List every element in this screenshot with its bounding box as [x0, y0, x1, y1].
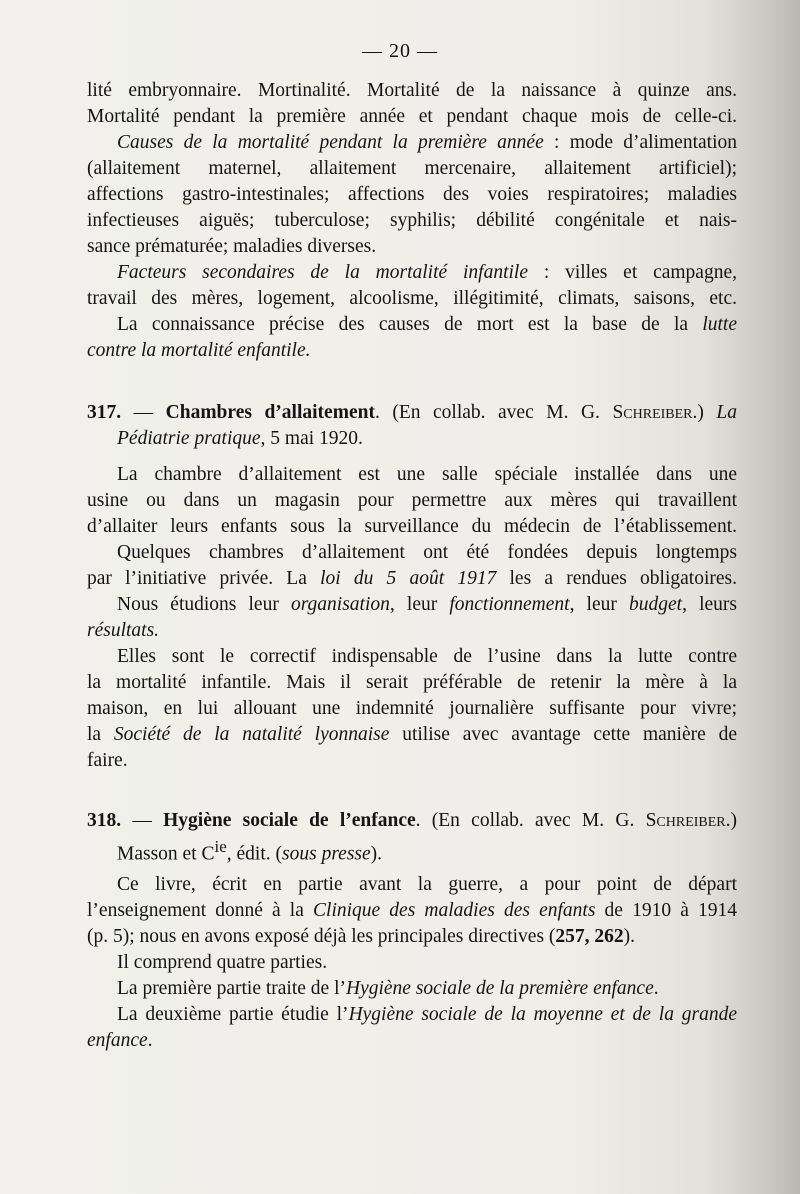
text-line: Causes de la mortalité pendant la première année : mode d’alimentation	[117, 132, 737, 153]
entry-318	[87, 808, 738, 865]
text-line: Pédiatrie pratique, 5 mai 1920.	[117, 428, 363, 449]
text-line: d’allaiter leurs enfants sous la surveillance du médecin de l’établissement.	[87, 516, 737, 537]
journal-name: Pédiatrie pratique	[117, 428, 261, 449]
text-line: Ce livre, écrit en partie avant la guerre, a pour point de départ	[117, 874, 737, 895]
text-line: par l’initiative privée. La loi du 5 août 1917 les a rendues obligatoires.	[87, 568, 737, 589]
society-name: Société de la natalité lyonnaise	[113, 724, 390, 745]
page-number: — 20 —	[362, 40, 438, 62]
text-line: La connaissance précise des causes de mort est la base de la lutte	[117, 314, 737, 335]
entry-title: Hygiène sociale de l’enfance	[163, 810, 416, 831]
publisher-line: Masson et $C^{ie}$, édit. (sous presse).	[117, 837, 383, 865]
entry-heading: 318. — Hygiène sociale de l’enfance. (En collab. avec M. G. Schreiber.)	[87, 810, 738, 831]
text-line: maison, en lui allouant une indemnité journalière suffisante pour vivre;	[87, 698, 737, 719]
author-name: Schreiber	[645, 810, 726, 831]
text-line: l’enseignement donné à la Clinique des maladies des enfants de 1910 à 1914	[87, 900, 737, 921]
entry-title: Chambres d’allaitement	[165, 402, 375, 423]
causes-heading: Causes de la mortalité pendant la première année	[117, 132, 544, 153]
text-line: la mortalité infantile. Mais il serait préférable de retenir la mère à la	[87, 672, 737, 693]
text-line: Facteurs secondaires de la mortalité infantile : villes et campagne,	[117, 262, 737, 283]
text-line: résultats.	[87, 620, 160, 641]
text-line: (allaitement maternel, allaitement mercenaire, allaitement artificiel);	[87, 158, 737, 179]
text-line: Quelques chambres d’allaitement ont été fondées depuis longtemps	[117, 542, 737, 563]
text-line: Elles sont le correctif indispensable de l’usine dans la lutte contre	[117, 646, 737, 667]
text-line: contre la mortalité enfantile.	[87, 340, 311, 361]
text-line: Nous étudions leur organisation, leur fonctionnement, leur budget, leurs	[117, 594, 737, 615]
law-reference: loi du 5 août 1917	[320, 568, 497, 589]
text-line: sance prématurée; maladies diverses.	[87, 236, 377, 257]
cross-reference: 257, 262	[555, 926, 624, 947]
author-name: Schreiber	[612, 402, 693, 423]
text-line: La chambre d’allaitement est une salle spéciale installée dans une	[117, 464, 737, 485]
text-line: lité embryonnaire. Mortinalité. Mortalité de la naissance à quinze ans.	[87, 80, 737, 101]
entry-number: 318.	[87, 810, 122, 831]
text-line: la Société de la natalité lyonnaise utilise avec avantage cette manière de	[87, 724, 738, 745]
entry-317	[87, 400, 737, 452]
text-line: enfance.	[87, 1030, 153, 1051]
text-line: faire.	[87, 750, 128, 771]
text-line: affections gastro-intestinales; affections des voies respiratoires; maladies	[87, 184, 737, 205]
text-line: infectieuses aiguës; tuberculose; syphilis; débilité congénitale et nais-	[87, 210, 737, 231]
entry-number: 317.	[87, 402, 122, 423]
text-line: La première partie traite de l’Hygiène sociale de la première enfance.	[117, 978, 659, 999]
text-line: Mortalité pendant la première année et pendant chaque mois de celle-ci.	[87, 106, 737, 127]
text-line: travail des mères, logement, alcoolisme, illégitimité, climats, saisons, etc.	[87, 288, 737, 309]
entry-317-body	[87, 462, 737, 774]
text-line: La deuxième partie étudie l’Hygiène sociale de la moyenne et de la grande	[117, 1004, 737, 1025]
text-line: Il comprend quatre parties.	[117, 952, 328, 973]
text-line: (p. 5); nous en avons exposé déjà les principales directives (257, 262).	[87, 926, 636, 947]
text-line: usine ou dans un magasin pour permettre aux mères qui travaillent	[87, 490, 737, 511]
entry-318-body	[87, 872, 737, 1054]
clinic-name: Clinique des maladies des enfants	[313, 900, 596, 921]
entry-heading: 317. — Chambres d’allaitement. (En collab. avec M. G. Schreiber.) La	[87, 402, 738, 423]
intro-section	[87, 78, 737, 364]
factors-heading: Facteurs secondaires de la mortalité infantile	[117, 262, 528, 283]
